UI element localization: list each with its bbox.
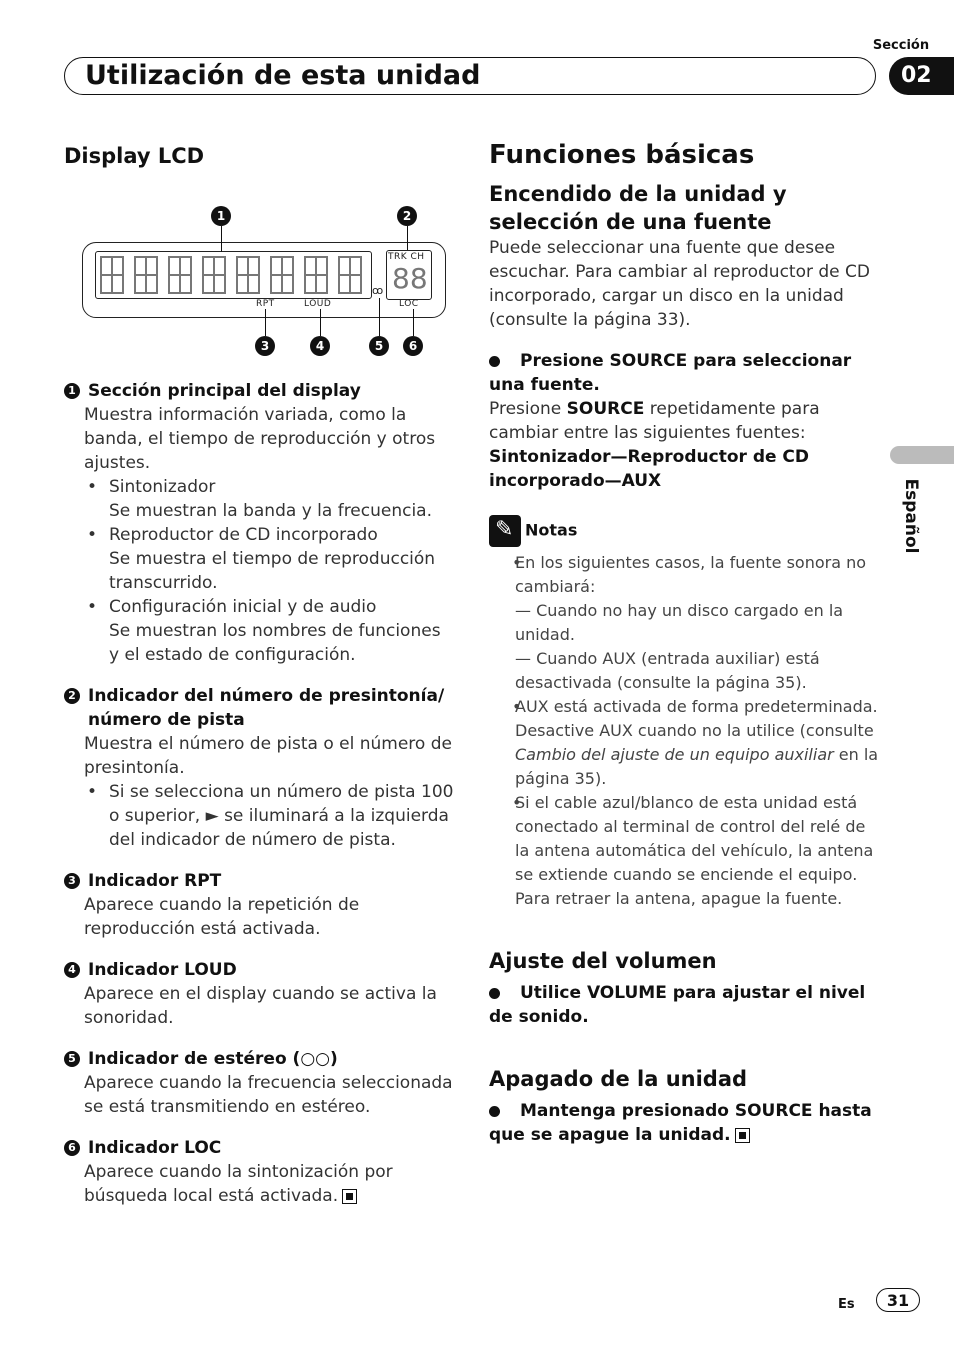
- item-4: [64, 958, 454, 1030]
- language-tab: [890, 446, 954, 464]
- end-mark-icon: [735, 1128, 750, 1143]
- s2-title: Ajuste del volumen: [489, 949, 717, 973]
- s3-title: Apagado de la unidad: [489, 1067, 748, 1091]
- s1-title: Encendido de la unidad y selección de una fuente: [489, 182, 787, 234]
- lcd-segment: [100, 256, 124, 294]
- item-5: [64, 1047, 454, 1119]
- item-text: Muestra información variada, como la banda, el tiempo de reproducción y otros ajustes.: [84, 405, 436, 473]
- lcd-segment: [202, 256, 226, 294]
- lcd-segment: [168, 256, 192, 294]
- callout-line-2: [407, 226, 408, 250]
- item-text: Aparece en el display cuando se activa la sonoridad.: [84, 984, 437, 1028]
- callout-2: 2: [397, 206, 417, 226]
- language-label: Español: [901, 478, 921, 554]
- s3-step: Mantenga presionado SOURCE hasta que se apague la unidad.: [489, 1101, 872, 1145]
- item-number: 6: [64, 1140, 80, 1156]
- left-items: [64, 379, 454, 1208]
- item-number: 4: [64, 962, 80, 978]
- funciones-title: Funciones básicas: [489, 140, 755, 170]
- item-heading: Indicador LOUD: [88, 960, 237, 980]
- callout-1: 1: [211, 206, 231, 226]
- item-3: [64, 869, 454, 941]
- display-lcd-title: Display LCD: [64, 144, 205, 168]
- item-heading: Sección principal del display: [88, 381, 361, 401]
- item-number: 3: [64, 873, 80, 889]
- page-title: Utilización de esta unidad: [85, 60, 481, 91]
- s1-step: Presione SOURCE para seleccionar una fuente.: [489, 351, 852, 395]
- right-column: [489, 140, 879, 1147]
- item-heading: Indicador de estéreo (○○): [88, 1049, 338, 1069]
- list-item: • Reproductor de CD incorporado Se muestra el tiempo de reproducción transcurrido.: [64, 523, 454, 595]
- notes-icon: [489, 515, 521, 547]
- callout-line-6: [413, 309, 414, 336]
- note-item: • AUX está activada de forma predeterminada. Desactive AUX cuando no la utilice (consulte Cambio del ajuste de un equipo auxiliar en la página 35).: [489, 695, 879, 791]
- section-label: Sección: [872, 38, 930, 53]
- s1-intro: Puede seleccionar una fuente que desee escuchar. Para cambiar al reproductor de CD incorporado, cargar un disco en la unidad (consulte la página 33).: [489, 238, 870, 330]
- note-item: • Si el cable azul/blanco de esta unidad está conectado al terminal de control del relé de la antena automática del vehículo, la antena se extiende cuando se enciende el equipo. Para retraer la antena, apague la fuente.: [489, 791, 879, 911]
- callout-5: 5: [369, 336, 389, 356]
- page-number: 31: [876, 1288, 920, 1312]
- item-text: Aparece cuando la sintonización por búsqueda local está activada.: [84, 1162, 393, 1206]
- item-number: 2: [64, 688, 80, 704]
- s1-sources: Sintonizador—Reproductor de CD incorporado—AUX: [489, 447, 810, 491]
- lcd-segment: [338, 256, 362, 294]
- item-heading: Indicador RPT: [88, 871, 222, 891]
- trk-ch-label: TRK CH: [388, 252, 425, 262]
- rpt-label: RPT: [256, 299, 275, 309]
- s2-step: Utilice VOLUME para ajustar el nivel de sonido.: [489, 983, 866, 1027]
- loud-label: LOUD: [304, 299, 332, 309]
- item-1: [64, 379, 454, 667]
- list-item: • Si se selecciona un número de pista 100 o superior, ► se iluminará a la izquierda del indicador de número de pista.: [64, 780, 454, 852]
- lcd-segment: [134, 256, 158, 294]
- item-text: Aparece cuando la repetición de reproducción está activada.: [84, 895, 360, 939]
- section-number: 02: [889, 57, 954, 95]
- item-text: Muestra el número de pista o el número de presintonía.: [84, 734, 452, 778]
- language-code: Es: [838, 1297, 855, 1312]
- step-bullet-icon: [489, 356, 500, 367]
- item-6: [64, 1136, 454, 1208]
- item-2: [64, 684, 454, 852]
- callout-3: 3: [255, 336, 275, 356]
- note-sub-item: — Cuando AUX (entrada auxiliar) está desactivada (consulte la página 35).: [515, 649, 820, 692]
- s1-step-text: Presione SOURCE repetidamente para cambiar entre las siguientes fuentes:: [489, 399, 820, 443]
- lcd-segment: [236, 256, 260, 294]
- lcd-segment: [270, 256, 294, 294]
- callout-line-5: [379, 298, 380, 336]
- note-sub-item: — Cuando no hay un disco cargado en la unidad.: [515, 601, 844, 644]
- item-heading: Indicador del número de presintonía/ número de pista: [88, 686, 445, 730]
- callout-line-3: [265, 309, 266, 336]
- end-mark-icon: [342, 1189, 357, 1204]
- stereo-icon: ꝏ: [372, 284, 384, 297]
- list-item: • Configuración inicial y de audio Se muestran los nombres de funciones y el estado de configuración.: [64, 595, 454, 667]
- item-text: Aparece cuando la frecuencia seleccionada se está transmitiendo en estéreo.: [84, 1073, 453, 1117]
- callout-line-4: [320, 309, 321, 336]
- callout-4: 4: [310, 336, 330, 356]
- notes-header: ✎Notas: [489, 515, 879, 547]
- list-item: • Sintonizador Se muestran la banda y la frecuencia.: [64, 475, 454, 523]
- item-number: 1: [64, 383, 80, 399]
- lcd-segment: [304, 256, 328, 294]
- item-number: 5: [64, 1051, 80, 1067]
- item-heading: Indicador LOC: [88, 1138, 222, 1158]
- note-item: • En los siguientes casos, la fuente sonora no cambiará:: [489, 551, 879, 599]
- callout-line-1: [221, 226, 222, 252]
- loc-label: LOC: [399, 299, 419, 309]
- step-bullet-icon: [489, 1106, 500, 1117]
- track-digits: 88: [392, 262, 428, 295]
- step-bullet-icon: [489, 988, 500, 999]
- callout-6: 6: [403, 336, 423, 356]
